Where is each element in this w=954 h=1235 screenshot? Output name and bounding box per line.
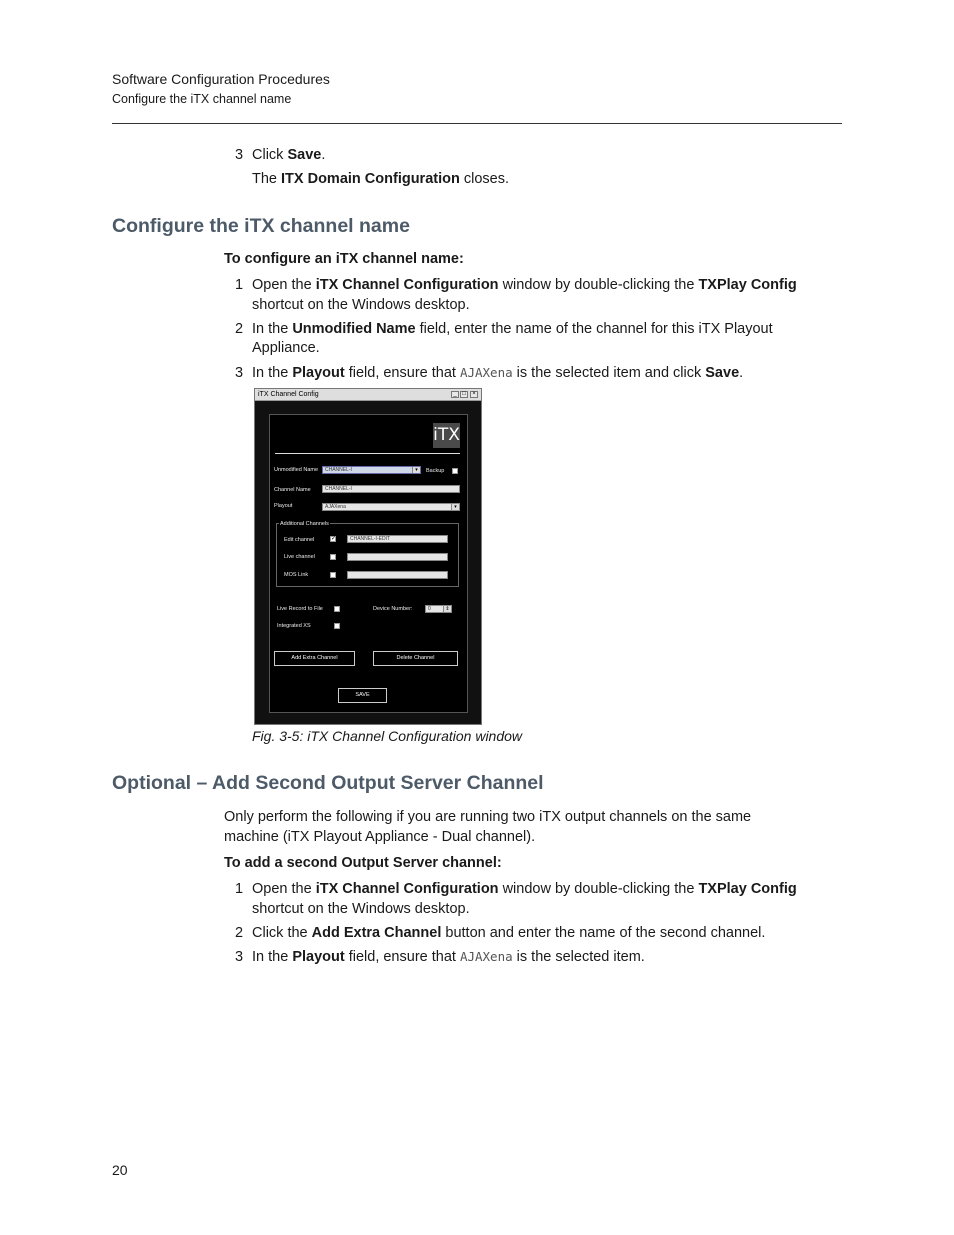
live-channel-field	[347, 553, 448, 561]
delete-channel-button: Delete Channel	[373, 651, 458, 666]
live-record-label: Live Record to File	[277, 606, 323, 612]
chevron-down-icon: ▾	[451, 504, 459, 510]
step-3: 3 In the Playout field, ensure that AJAXena is the selected item and click Save.	[235, 365, 744, 381]
window-titlebar	[255, 389, 481, 401]
edit-channel-checkbox: ✓	[331, 536, 337, 542]
mos-link-checkbox	[330, 572, 336, 578]
save-button: SAVE	[338, 688, 387, 703]
step2-1: 1 Open the iTX Channel Configuration window by double-clicking the TXPlay Config	[235, 881, 797, 897]
channel-name-label: Channel Name	[274, 487, 311, 493]
figure-caption: Fig. 3-5: iTX Channel Configuration window	[252, 728, 523, 744]
logo-divider	[275, 453, 460, 454]
step-save-result: The ITX Domain Configuration closes.	[252, 171, 510, 187]
unmodified-name-label: Unmodified Name	[274, 467, 319, 473]
backup-label: Backup	[426, 468, 445, 474]
step-1: 1 Open the iTX Channel Configuration window by double-clicking the TXPlay Config	[235, 277, 797, 293]
page-number: 20	[112, 1162, 128, 1178]
intro-line-2: machine (iTX Playout Appliance - Dual channel).	[224, 829, 536, 845]
step2-1-line2: shortcut on the Windows desktop.	[252, 901, 470, 917]
step-1-line2: shortcut on the Windows desktop.	[252, 297, 470, 313]
step2-2: 2 Click the Add Extra Channel button and enter the name of the second channel.	[235, 925, 766, 941]
edit-channel-label: Edit channel	[284, 537, 315, 543]
step2-3: 3 In the Playout field, ensure that AJAXena is the selected item.	[235, 949, 645, 965]
backup-checkbox	[452, 468, 458, 474]
channel-name-field: CHANNEL-I	[322, 485, 460, 493]
device-number-label: Device Number:	[373, 606, 413, 612]
section-heading-add-second-channel: Optional – Add Second Output Server Channel	[112, 772, 544, 794]
window-title: iTX Channel Config	[258, 391, 319, 398]
playout-dropdown: AJAXena ▾	[322, 503, 460, 511]
chevron-down-icon: ▾	[412, 467, 420, 473]
mos-link-label: MOS Link	[284, 572, 309, 578]
intro-line-1: Only perform the following if you are running two iTX output channels on the same	[224, 809, 752, 825]
itx-channel-config-window	[254, 388, 482, 725]
itx-logo: iTX	[433, 423, 460, 448]
running-header-section: Configure the iTX channel name	[112, 92, 292, 106]
step-2-line2: Appliance.	[252, 340, 320, 356]
integrated-xs-checkbox	[334, 623, 340, 629]
step-2: 2 In the Unmodified Name field, enter the name of the channel for this iTX Playout	[235, 321, 773, 337]
device-number-stepper: 0 ⇕	[425, 605, 452, 613]
edit-channel-field: CHANNEL-I-EDIT	[347, 535, 448, 543]
close-icon: ×	[470, 391, 478, 398]
minimize-icon: _	[451, 391, 459, 398]
spinner-arrows-icon: ⇕	[443, 606, 451, 612]
additional-channels-label: Additional Channels	[280, 521, 329, 527]
step-save: 3 Click Save.	[235, 147, 326, 163]
live-channel-label: Live channel	[284, 554, 315, 560]
header-rule	[112, 123, 842, 124]
procedure-title-2: To add a second Output Server channel:	[224, 855, 502, 871]
add-extra-channel-button: Add Extra Channel	[274, 651, 355, 666]
playout-label: Playout	[274, 503, 293, 509]
section-heading-configure-channel-name: Configure the iTX channel name	[112, 215, 410, 237]
live-record-checkbox	[334, 606, 340, 612]
live-channel-checkbox	[330, 554, 336, 560]
unmodified-name-dropdown: CHANNEL-I ▾	[322, 466, 421, 474]
maximize-icon: □	[460, 391, 468, 398]
integrated-xs-label: Integrated XS	[277, 623, 311, 629]
mos-link-field	[347, 571, 448, 579]
procedure-title: To configure an iTX channel name:	[224, 251, 464, 267]
running-header-chapter: Software Configuration Procedures	[112, 71, 330, 87]
